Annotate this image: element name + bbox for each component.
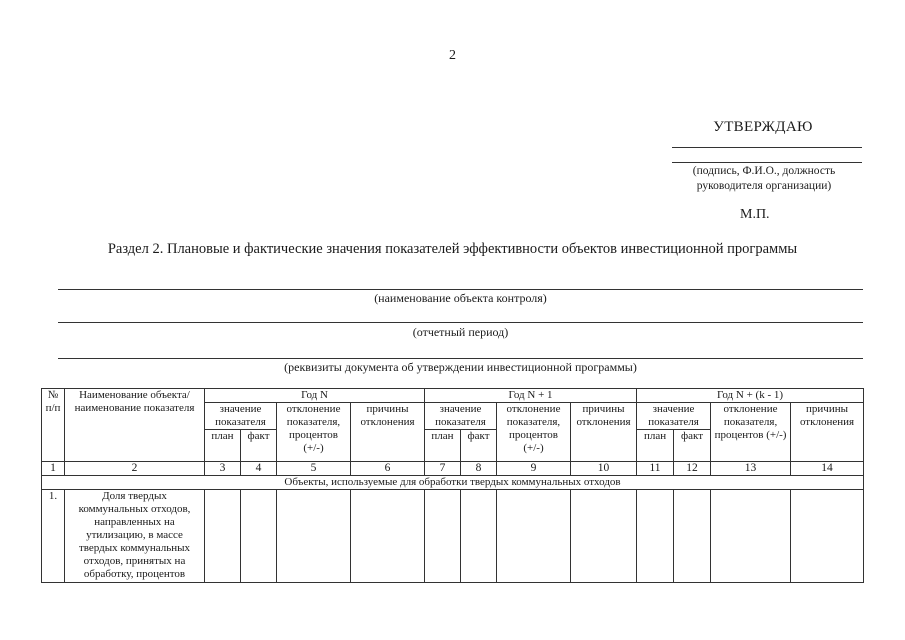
column-number: 14	[791, 462, 864, 476]
column-number: 6	[351, 462, 425, 476]
column-number: 12	[674, 462, 711, 476]
indicator-name: Доля твердых коммунальных отходов, направленных на утилизацию, в массе твердых коммунальных отходов, принятых на обработку, процентов	[65, 490, 205, 583]
table-cell	[425, 490, 461, 583]
indicators-table	[41, 388, 864, 583]
header-fact-3: факт	[674, 430, 711, 462]
table-cell	[637, 490, 674, 583]
table-cell	[791, 490, 864, 583]
table-cell	[571, 490, 637, 583]
table-cell	[351, 490, 425, 583]
signature-caption-line1: (подпись, Ф.И.О., должность	[692, 165, 836, 177]
header-plan-3: план	[637, 430, 674, 462]
column-number: 1	[42, 462, 65, 476]
reporting-period-line	[58, 322, 863, 323]
reporting-period-caption: (отчетный период)	[412, 325, 509, 339]
object-name-caption: (наименование объекта контроля)	[374, 291, 547, 305]
header-reasons-3: причины отклонения	[791, 403, 864, 462]
header-fact-1: факт	[241, 430, 277, 462]
header-name: Наименование объекта/ наименование показателя	[65, 389, 205, 462]
table-cell	[497, 490, 571, 583]
stamp-place: М.П.	[740, 207, 770, 222]
column-number: 11	[637, 462, 674, 476]
header-plan-1: план	[205, 430, 241, 462]
section-row	[42, 476, 864, 490]
header-deviation-3: отклонение показателя, процентов (+/-)	[711, 403, 791, 462]
column-number: 2	[65, 462, 205, 476]
program-document-caption: (реквизиты документа об утверждении инвестиционной программы)	[284, 360, 637, 374]
column-number: 3	[205, 462, 241, 476]
table-cell	[674, 490, 711, 583]
header-value-3: значение показателя	[637, 403, 711, 430]
header-value-1: значение показателя	[205, 403, 277, 430]
signature-line	[672, 147, 862, 148]
table-cell	[711, 490, 791, 583]
header-value-2: значение показателя	[425, 403, 497, 430]
header-deviation-2: отклонение показателя, процентов (+/-)	[497, 403, 571, 462]
approval-title: УТВЕРЖДАЮ	[713, 119, 813, 135]
table-cell	[461, 490, 497, 583]
header-year-n: Год N	[205, 389, 425, 403]
object-name-line	[58, 289, 863, 290]
column-number: 4	[241, 462, 277, 476]
column-number: 8	[461, 462, 497, 476]
column-number: 13	[711, 462, 791, 476]
column-number: 5	[277, 462, 351, 476]
column-numbers-row	[42, 462, 864, 476]
header-year-n1: Год N + 1	[425, 389, 637, 403]
table-row	[42, 490, 864, 583]
table-cell	[241, 490, 277, 583]
column-number: 7	[425, 462, 461, 476]
column-number: 9	[497, 462, 571, 476]
table-cell	[277, 490, 351, 583]
header-num: № п/п	[42, 389, 65, 462]
table-cell	[205, 490, 241, 583]
program-document-line	[58, 358, 863, 359]
header-fact-2: факт	[461, 430, 497, 462]
signature-caption	[664, 164, 864, 194]
page-number: 2	[449, 48, 456, 63]
signature-line-2	[672, 162, 862, 163]
header-year-nk: Год N + (k - 1)	[637, 389, 864, 403]
row-number: 1.	[42, 490, 65, 583]
header-reasons-1: причины отклонения	[351, 403, 425, 462]
header-plan-2: план	[425, 430, 461, 462]
signature-caption-line2: руководителя организации)	[696, 180, 832, 192]
section-row-label: Объекты, используемые для обработки твердых коммунальных отходов	[42, 476, 864, 490]
section-title: Раздел 2. Плановые и фактические значения показателей эффективности объектов инвестиционной программы	[107, 241, 798, 257]
column-number: 10	[571, 462, 637, 476]
header-deviation-1: отклонение показателя, процентов (+/-)	[277, 403, 351, 462]
header-reasons-2: причины отклонения	[571, 403, 637, 462]
